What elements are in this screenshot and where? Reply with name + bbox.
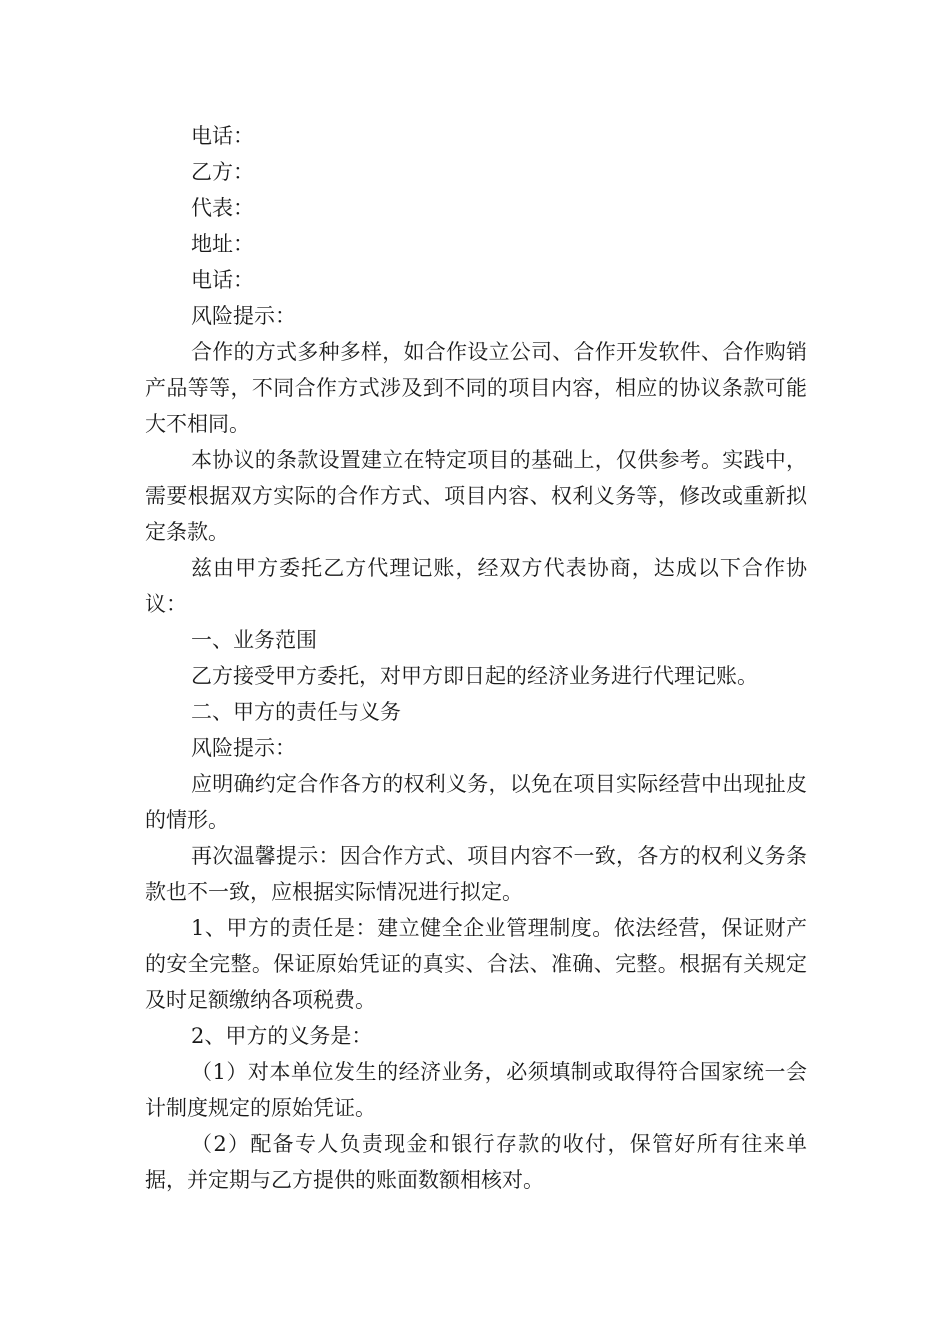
paragraph-party-a-responsibility: 1、甲方的责任是：建立健全企业管理制度。依法经营，保证财产的安全完整。保证原始凭证的真实、合法、准确、完整。根据有关规定及时足额缴纳各项税费。 <box>145 916 807 1012</box>
risk-notice-heading: 风险提示： <box>191 304 296 328</box>
paragraph-reminder: 再次温馨提示：因合作方式、项目内容不一致，各方的权利义务条款也不一致，应根据实际情况进行拟定。 <box>145 844 807 904</box>
paragraph-scope: 乙方接受甲方委托，对甲方即日起的经济业务进行代理记账。 <box>191 664 758 688</box>
party-b-label: 乙方： <box>191 160 254 184</box>
representative-label: 代表： <box>191 196 254 220</box>
document-body <box>145 118 807 1198</box>
section-heading-scope: 一、业务范围 <box>191 628 317 652</box>
paragraph-party-a-obligation-heading: 2、甲方的义务是： <box>191 1024 373 1048</box>
section-heading-party-a-duties: 二、甲方的责任与义务 <box>191 700 401 724</box>
paragraph-agreement-intro: 兹由甲方委托乙方代理记账，经双方代表协商，达成以下合作协议： <box>145 556 807 616</box>
paragraph-obligation-1: （1）对本单位发生的经济业务，必须填制或取得符合国家统一会计制度规定的原始凭证。 <box>145 1060 807 1120</box>
paragraph-rights-obligations: 应明确约定合作各方的权利义务，以免在项目实际经营中出现扯皮的情形。 <box>145 772 807 832</box>
paragraph-obligation-2: （2）配备专人负责现金和银行存款的收付，保管好所有往来单据，并定期与乙方提供的账面数额相核对。 <box>145 1132 807 1192</box>
paragraph-reference-only: 本协议的条款设置建立在特定项目的基础上，仅供参考。实践中，需要根据双方实际的合作方式、项目内容、权利义务等，修改或重新拟定条款。 <box>145 448 807 544</box>
address-label: 地址： <box>191 232 254 256</box>
paragraph-cooperation-methods: 合作的方式多种多样，如合作设立公司、合作开发软件、合作购销产品等等，不同合作方式涉及到不同的项目内容，相应的协议条款可能大不相同。 <box>145 340 807 436</box>
risk-notice-heading-2: 风险提示： <box>191 736 296 760</box>
phone-label-a: 电话： <box>191 124 254 148</box>
phone-label-b: 电话： <box>191 268 254 292</box>
